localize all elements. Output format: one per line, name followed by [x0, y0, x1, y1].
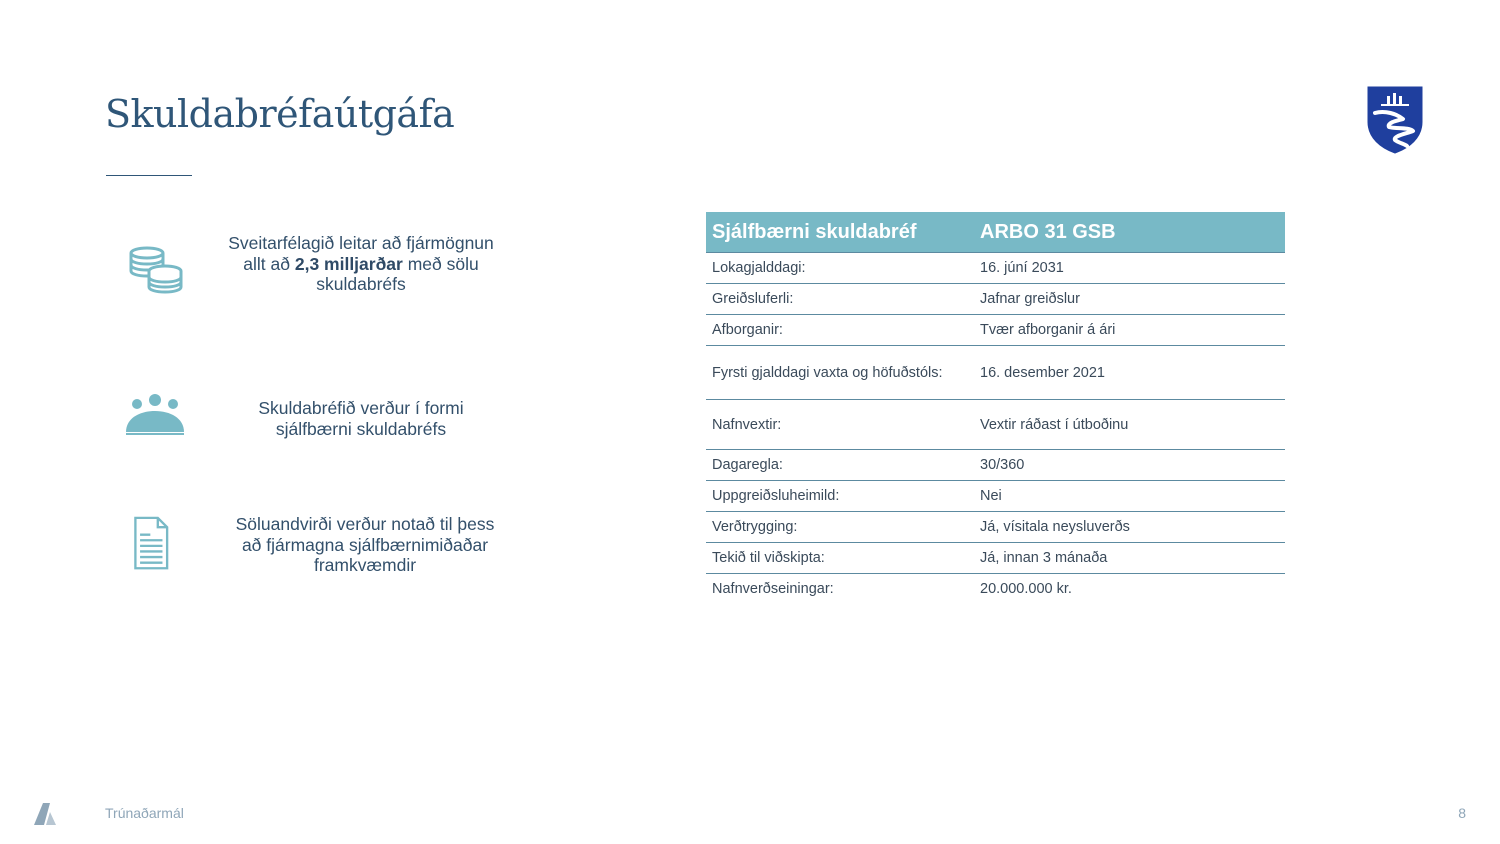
- table-row: [706, 543, 1285, 574]
- feature-financing: [120, 233, 520, 313]
- table-row: [706, 450, 1285, 481]
- bond-details-table: [706, 212, 1285, 605]
- page-number: 8: [1458, 805, 1466, 821]
- row-value: Jafnar greiðslur: [974, 284, 1285, 315]
- people-group-icon: [120, 390, 190, 450]
- row-value: Já, vísitala neysluverðs: [974, 512, 1285, 543]
- row-label: Afborganir:: [706, 315, 974, 346]
- table-row: [706, 346, 1285, 400]
- table-row: [706, 284, 1285, 315]
- row-value: 16. desember 2021: [974, 346, 1285, 400]
- table-row: [706, 481, 1285, 512]
- row-label: Fyrsti gjalddagi vaxta og höfuðstóls:: [706, 346, 974, 400]
- feature-bond-type-text: Skuldabréfið verður í formi sjálfbærni skuldabréfs: [258, 398, 464, 439]
- feature-bond-type: [120, 398, 520, 458]
- row-value: 20.000.000 kr.: [980, 581, 1072, 598]
- row-label: Lokagjalddagi:: [706, 253, 974, 284]
- row-value: Nei: [974, 481, 1285, 512]
- table-row: [706, 512, 1285, 543]
- page-title: Skuldabréfaútgáfa: [105, 92, 455, 136]
- table-header-value: ARBO 31 GSB: [974, 212, 1285, 253]
- table-header-label: Sjálfbærni skuldabréf: [706, 212, 974, 253]
- municipal-crest-icon: [1367, 86, 1423, 154]
- feature-financing-text: Sveitarfélagið leitar að fjármögnun allt að 2,3 milljarðar með sölu skuldabréfs: [228, 233, 494, 294]
- table-row: [706, 253, 1285, 284]
- coins-icon: [120, 241, 190, 301]
- feature-use-of-proceeds: [120, 514, 520, 604]
- row-value: Tvær afborganir á ári: [974, 315, 1285, 346]
- financing-amount: 2,3 milljarðar: [294, 253, 403, 274]
- table-row: [706, 574, 1285, 605]
- row-label: Dagaregla:: [706, 450, 974, 481]
- row-label: Tekið til viðskipta:: [706, 543, 974, 574]
- table-row: [706, 400, 1285, 450]
- row-value: Vextir ráðast í útboðinu: [974, 400, 1285, 450]
- table-header-row: [706, 212, 1285, 253]
- row-label: Nafnvextir:: [706, 400, 974, 450]
- title-underline: [106, 175, 192, 176]
- company-logo-icon: [34, 803, 56, 825]
- row-label: Nafnverðseiningar:: [712, 581, 834, 598]
- feature-use-of-proceeds-text: Söluandvirði verður notað til þess að fjármagna sjálfbærnimiðaðar framkvæmdir: [235, 514, 495, 575]
- confidential-label: Trúnaðarmál: [105, 805, 184, 821]
- row-label: Uppgreiðsluheimild:: [706, 481, 974, 512]
- table-row: [706, 315, 1285, 346]
- row-label: Verðtrygging:: [706, 512, 974, 543]
- document-icon: [120, 516, 190, 572]
- row-value: 16. júní 2031: [974, 253, 1285, 284]
- row-value: Já, innan 3 mánaða: [974, 543, 1285, 574]
- row-label: Greiðsluferli:: [706, 284, 974, 315]
- row-value: 30/360: [974, 450, 1285, 481]
